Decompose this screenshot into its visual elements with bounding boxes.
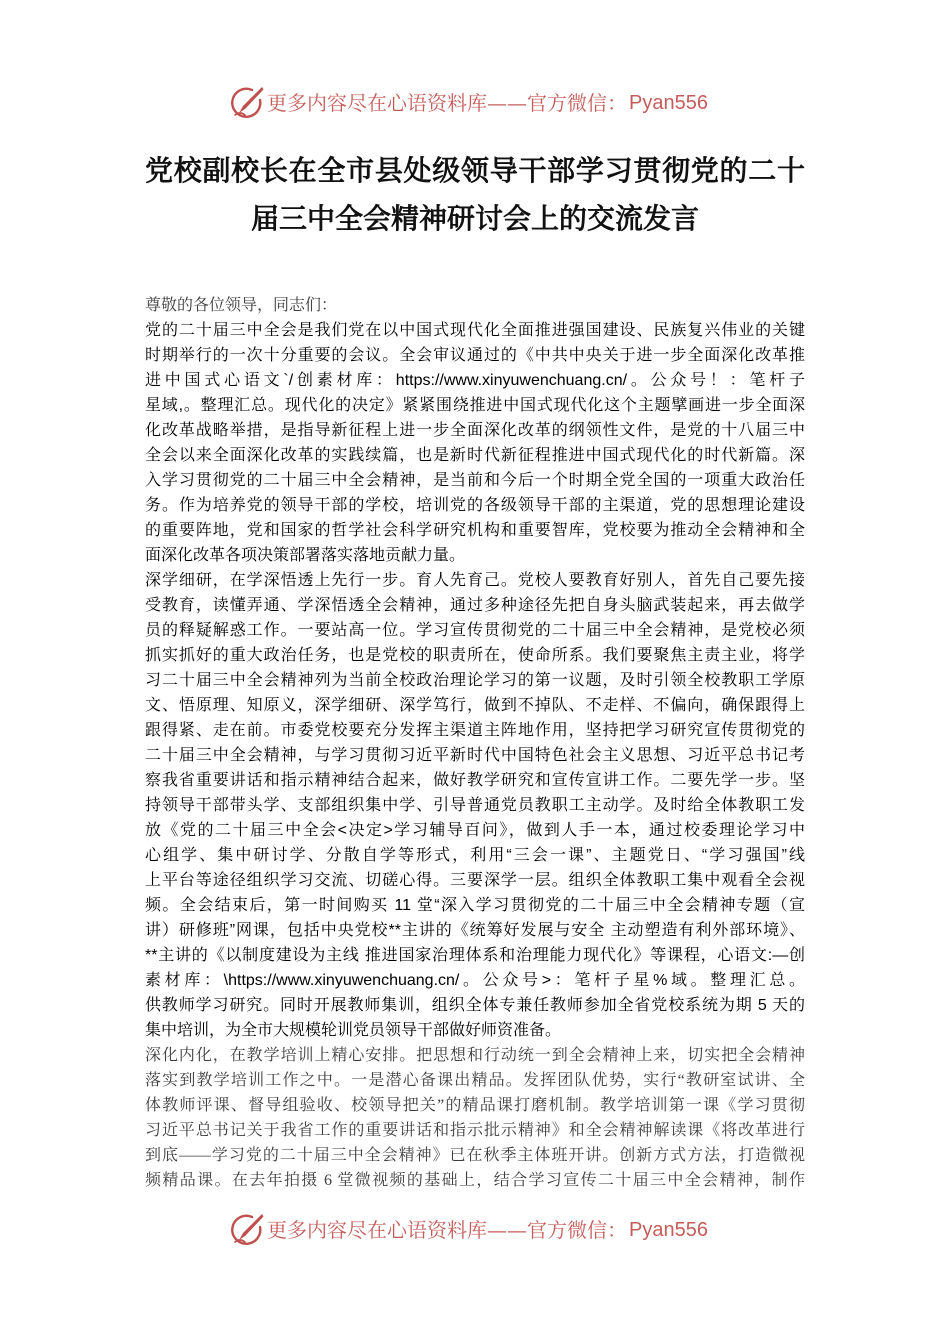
paragraph-line: 受教育，读懂弄通、学深悟透全会精神，通过多种途径先把自身头脑武装起来，再去做学 xyxy=(145,597,805,614)
paragraph-line: 跟得紧、走在前。市委党校要充分发挥主渠道主阵地作用，坚持把学习研究宣传贯彻党的 xyxy=(145,722,805,739)
paragraph-line: 频精品课。在去年拍摄 6 堂微视频的基础上，结合学习宣传二十届三中全会精神，制作 xyxy=(145,1172,805,1189)
document-title xyxy=(145,148,805,244)
paragraph-line: 全会以来全面深化改革的实践续篇，也是新时代新征程推进中国式现代化的时代新篇。深 xyxy=(145,447,805,464)
paragraph-line: 到底——学习党的二十届三中全会精神》已在秋季主体班开讲。创新方式方法，打造微视 xyxy=(145,1147,805,1164)
paragraph-line: 抓实抓好的重大政治任务，也是党校的职责所在，使命所系。我们要聚焦主责主业，将学 xyxy=(145,647,805,664)
paragraph-line: 务。作为培养党的领导干部的学校，培训党的各级领导干部的主渠道，党的思想理论建设 xyxy=(145,497,805,514)
paragraph-line: 习二十届三中全会精神列为当前全校政治理论学习的第一议题，及时引领全校教职工学原 xyxy=(145,672,805,689)
paragraph-line: 察我省重要讲话和指示精神结合起来，做好教学研究和宣传宣讲工作。二要先学一步。坚 xyxy=(145,772,805,789)
paragraph-line: 文、悟原理、知原义，深学细研、深学笃行，做到不掉队、不走样、不偏向，确保跟得上 xyxy=(145,697,805,714)
pen-circle-icon xyxy=(228,85,264,121)
paragraph-line: 体教师评课、督导组验收、校领导把关”的精品课打磨机制。教学培训第一课《学习贯彻 xyxy=(145,1097,805,1114)
document-body xyxy=(145,293,805,1193)
paragraph-line: 频。全会结束后，第一时间购买 11 堂“深入学习贯彻党的二十届三中全会精神专题（宣 xyxy=(145,897,805,914)
paragraph-line: 进中国式心语文`/创素材库：https://www.xinyuwenchuang.cn/。公众号！：笔杆子 xyxy=(145,372,805,389)
watermark-wechat-id: Pyan556 xyxy=(629,92,708,114)
salutation: 尊敬的各位领导，同志们： xyxy=(145,297,338,314)
paragraph-line: 落实到教学培训工作之中。一是潜心备课出精品。发挥团队优势，实行“教研室试讲、全 xyxy=(145,1072,805,1089)
paragraph-line: 放《党的二十届三中全会<决定>学习辅导百问》，做到人手一本，通过校委理论学习中 xyxy=(145,822,805,839)
paragraph-line: 持领导干部带头学、支部组织集中学、引导普通党员教职工主动学。及时给全体教职工发 xyxy=(145,797,805,814)
title-line: 届三中全会精神研讨会上的交流发言 xyxy=(250,204,699,235)
page-footer-watermark xyxy=(228,1212,708,1248)
paragraph-line: 供教师学习研究。同时开展教师集训，组织全体专兼任教师参加全省党校系统为期 5 天的 xyxy=(145,997,805,1014)
paragraph xyxy=(145,318,805,568)
watermark-text: 更多内容尽在心语资料库——官方微信： xyxy=(267,91,627,115)
paragraph-line: 集中培训，为全市大规模轮训党员领导干部做好师资准备。 xyxy=(145,1022,562,1039)
paragraph-line: 星域,。整理汇总。现代化的决定》紧紧围绕推进中国式现代化这个主题擘画进一步全面深 xyxy=(145,397,805,414)
paragraph-line: 时期举行的一次十分重要的会议。全会审议通过的《中共中央关于进一步全面深化改革推 xyxy=(145,347,805,364)
paragraph xyxy=(145,568,805,1043)
title-line: 党校副校长在全市县处级领导干部学习贯彻党的二十 xyxy=(145,156,805,187)
pen-circle-icon xyxy=(228,1212,264,1248)
paragraph xyxy=(145,1043,805,1193)
watermark-text: 更多内容尽在心语资料库——官方微信： xyxy=(267,1218,627,1242)
paragraph-line: 入学习贯彻党的二十届三中全会精神，是当前和今后一个时期全党全国的一项重大政治任 xyxy=(145,472,805,489)
paragraph-line: **主讲的《以制度建设为主线 推进国家治理体系和治理能力现代化》等课程，心语文:—创 xyxy=(145,947,805,964)
paragraph-line: 习近平总书记关于我省工作的重要讲话和指示批示精神》和全会精神解读课《将改革进行 xyxy=(145,1122,805,1139)
paragraph-line: 党的二十届三中全会是我们党在以中国式现代化全面推进强国建设、民族复兴伟业的关键 xyxy=(145,322,805,339)
watermark-wechat-id: Pyan556 xyxy=(629,1219,708,1241)
paragraph-line: 心组学、集中研讨学、分散自学等形式，利用“三会一课”、主题党日、“学习强国”线 xyxy=(145,847,805,864)
paragraph-line: 素材库：\https://www.xinyuwenchuang.cn/。公众号>：笔杆子星%域。整理汇总。 xyxy=(145,972,805,989)
page-header-watermark xyxy=(228,85,708,121)
paragraph-line: 深化内化，在教学培训上精心安排。把思想和行动统一到全会精神上来，切实把全会精神 xyxy=(145,1047,805,1064)
paragraph-line: 面深化改革各项决策部署落实落地贡献力量。 xyxy=(145,547,466,564)
paragraph-line: 上平台等途径组织学习交流、切磋心得。三要深学一层。组织全体教职工集中观看全会视 xyxy=(145,872,805,889)
paragraph-line: 化改革战略举措，是指导新征程上进一步全面深化改革的纲领性文件，是党的十八届三中 xyxy=(145,422,805,439)
paragraph-line: 二十届三中全会精神，与学习贯彻习近平新时代中国特色社会主义思想、习近平总书记考 xyxy=(145,747,805,764)
paragraph-line: 讲）研修班”网课，包括中央党校**主讲的《统筹好发展与安全 主动塑造有利外部环境》、 xyxy=(145,922,805,939)
paragraph-line: 员的释疑解惑工作。一要站高一位。学习宣传贯彻党的二十届三中全会精神，是党校必须 xyxy=(145,622,805,639)
paragraph-line: 深学细研，在学深悟透上先行一步。育人先育己。党校人要教育好别人，首先自己要先接 xyxy=(145,572,805,589)
paragraph-line: 的重要阵地，党和国家的哲学社会科学研究机构和重要智库，党校要为推动全会精神和全 xyxy=(145,522,805,539)
